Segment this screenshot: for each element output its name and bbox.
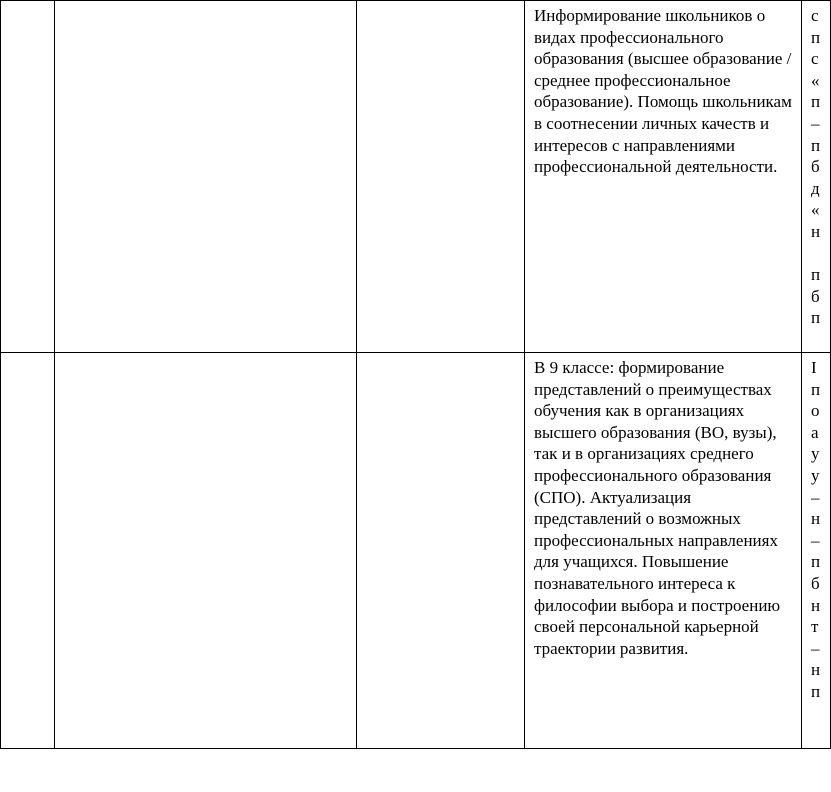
table-cell-hours [357, 353, 525, 749]
clipped-line: п [811, 681, 821, 701]
clipped-line: о [811, 401, 820, 421]
clipped-line: т [811, 617, 819, 637]
clipped-line [811, 243, 824, 265]
clipped-line: н [811, 509, 821, 529]
clipped-line: у [811, 465, 820, 485]
clipped-line: I [811, 358, 817, 377]
clipped-line: с [811, 49, 819, 69]
clipped-line: « [811, 70, 820, 90]
clipped-line: – [811, 638, 820, 658]
table-cell-description: Информирование школьников о видах профессионального образования (высшее образование / среднее профессиональное образование). Помощь школьникам в соотнесении личных качеств и интересов с направлениями профессиональной деятельности. [525, 1, 802, 353]
clipped-line: – [811, 487, 820, 507]
clipped-line: н [811, 221, 821, 241]
clipped-line: – [811, 530, 820, 550]
table-row [1, 353, 831, 749]
table-cell-number [1, 1, 55, 353]
clipped-line: п [811, 379, 821, 399]
clipped-line: н [811, 595, 821, 615]
clipped-line: б [811, 573, 820, 593]
clipped-line: б [811, 286, 820, 306]
clipped-line: с [811, 6, 819, 25]
clipped-line: п [811, 27, 821, 47]
clipped-line: п [811, 308, 821, 328]
clipped-line: « [811, 200, 820, 220]
clipped-line: п [811, 92, 821, 112]
table-cell-number [1, 353, 55, 749]
clipped-line: п [811, 552, 821, 572]
clipped-line: б [811, 157, 820, 177]
clipped-line: – [811, 113, 820, 133]
table-row [1, 1, 831, 353]
clipped-line: п [811, 265, 821, 285]
table-cell-hours [357, 1, 525, 353]
clipped-line: д [811, 178, 820, 198]
clipped-line: у [811, 444, 820, 464]
clipped-line: а [811, 422, 819, 442]
table-cell-topic [55, 1, 357, 353]
table-cell-clipped-content [802, 1, 831, 353]
table-cell-description: В 9 классе: формирование представлений о преимуществах обучения как в организациях высшего образования (ВО, вузы), так и в организациях среднего профессионального образования (СПО). Актуализация представлений о возможных профессиональных направлениях для учащихся. Повышение познавательного интереса к философии выбора и построению своей персональной карьерной траектории развития. [525, 353, 802, 749]
table-cell-clipped-content [802, 353, 831, 749]
clipped-line: н [811, 660, 821, 680]
table-cell-topic [55, 353, 357, 749]
clipped-line: п [811, 135, 821, 155]
